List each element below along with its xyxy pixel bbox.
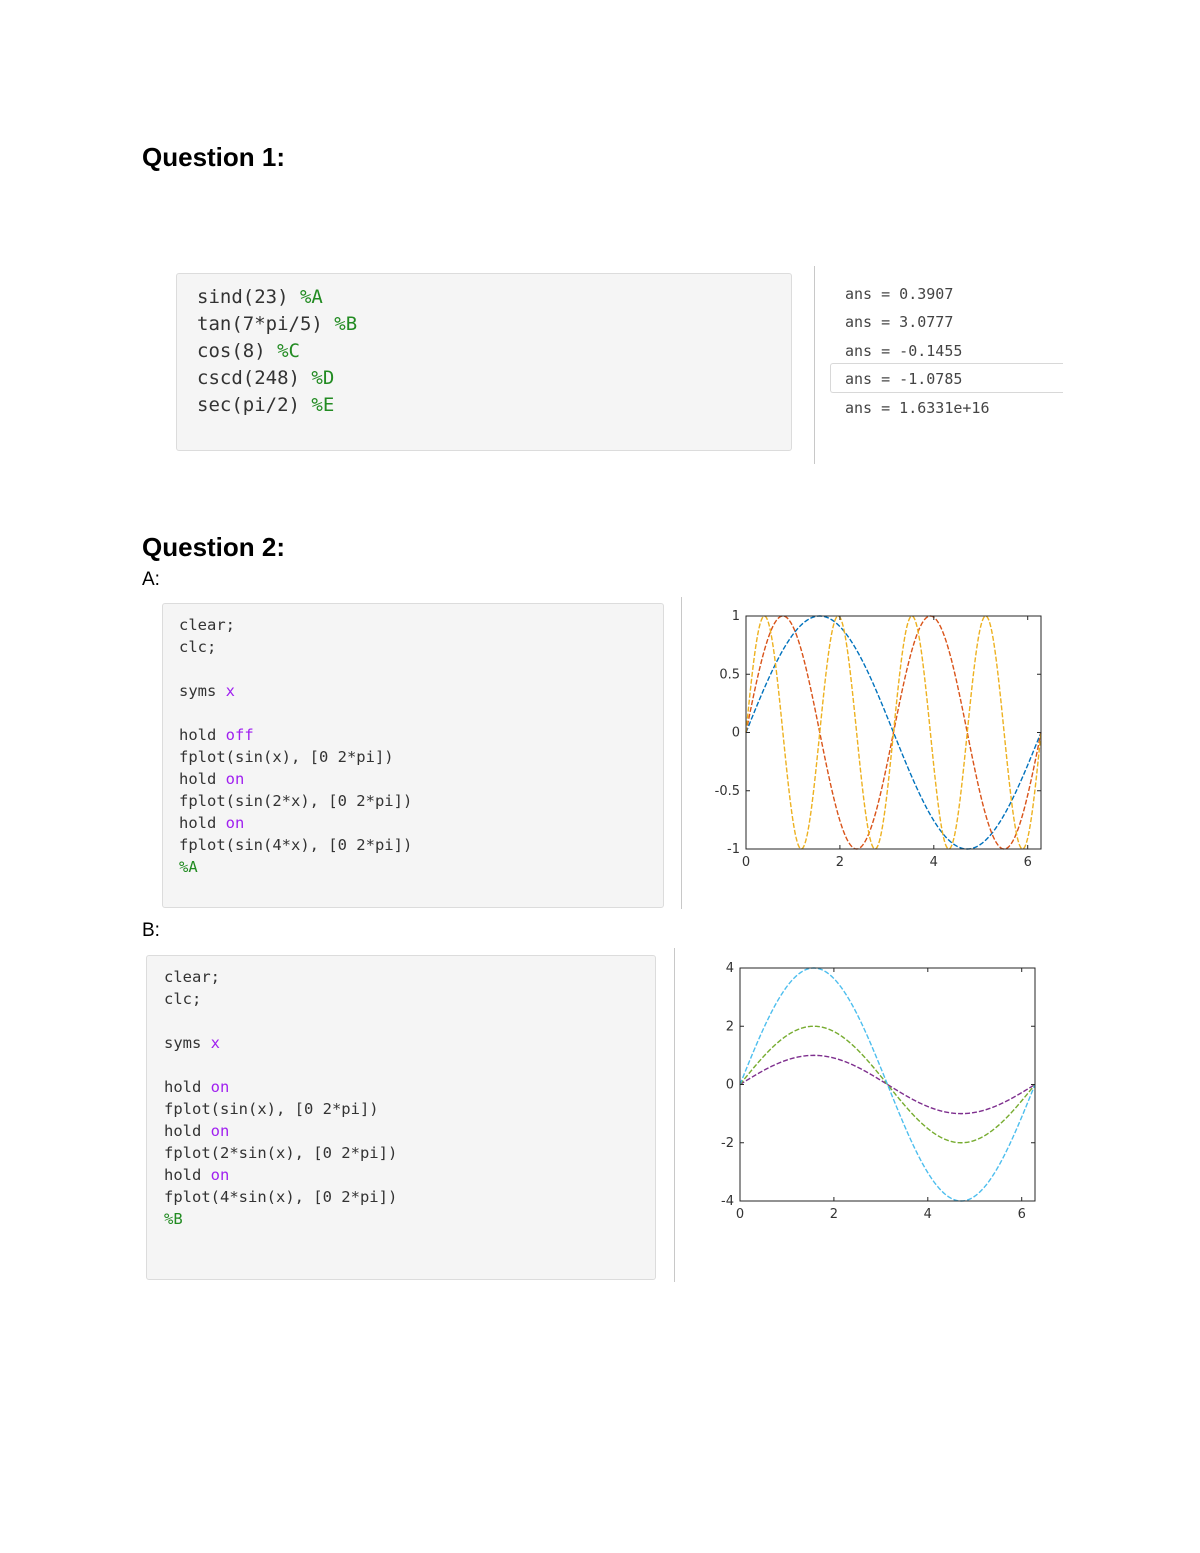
code-line: [179, 680, 647, 702]
code-line: [164, 1054, 638, 1076]
q1-output-line: ans = -1.0785: [845, 370, 963, 389]
x-tick-label: 6: [1023, 855, 1032, 870]
code-line: [164, 1032, 638, 1054]
q1-output-line: ans = 0.3907: [845, 285, 954, 303]
code-keyword: on: [225, 770, 245, 788]
code-line: [164, 1120, 638, 1142]
code-line: [179, 768, 647, 790]
code-line: [179, 856, 647, 878]
code-line: [164, 1208, 638, 1230]
code-keyword: off: [225, 726, 254, 744]
x-tick-label: 4: [923, 1207, 932, 1222]
code-text: syms: [164, 1034, 211, 1052]
q1-code-line: [197, 311, 771, 338]
y-tick-label: 0.5: [719, 667, 740, 683]
code-text: clear;: [179, 616, 235, 634]
q1-output-line: ans = 1.6331e+16: [845, 398, 990, 417]
code-text: hold: [164, 1166, 211, 1184]
code-keyword: on: [210, 1078, 230, 1096]
y-tick-label: -4: [721, 1194, 734, 1209]
code-text: cos(8): [197, 340, 278, 362]
code-keyword: on: [210, 1166, 230, 1184]
code-text: sec(pi/2): [197, 394, 312, 416]
code-line: [179, 636, 647, 658]
question-1-title: Question 1:: [142, 142, 286, 172]
code-comment: %E: [311, 394, 335, 416]
code-line: [164, 966, 638, 988]
code-line: [164, 1098, 638, 1120]
part-b-plot: [700, 952, 1050, 1232]
code-text: hold: [179, 770, 226, 788]
code-line: [179, 614, 647, 636]
y-tick-label: 0: [725, 1077, 734, 1093]
code-text: clc;: [164, 990, 202, 1008]
y-tick-label: 4: [725, 961, 734, 976]
part-a-plot: [706, 600, 1056, 880]
code-line: [164, 1142, 638, 1164]
q1-code-block: [176, 273, 792, 451]
code-text: hold: [164, 1122, 211, 1140]
y-tick-label: -2: [721, 1135, 734, 1151]
y-tick-label: -1: [727, 842, 740, 857]
part-a-label: A:: [142, 569, 160, 590]
part-b-code-block: [146, 955, 656, 1280]
series-line: [740, 1026, 1035, 1143]
question-2-title: Question 2:: [142, 532, 286, 562]
code-keyword: x: [225, 682, 236, 700]
q1-code-line: [197, 338, 771, 365]
y-tick-label: 1: [731, 609, 740, 624]
code-keyword: x: [210, 1034, 221, 1052]
code-comment: %A: [299, 286, 323, 308]
code-text: sind(23): [197, 286, 300, 308]
code-line: [179, 702, 647, 724]
code-text: clear;: [164, 968, 220, 986]
code-comment: %B: [164, 1210, 183, 1228]
series-line: [746, 616, 1041, 849]
code-text: syms: [179, 682, 226, 700]
x-tick-label: 2: [829, 1207, 839, 1222]
code-line: [179, 658, 647, 680]
code-keyword: on: [225, 814, 245, 832]
code-line: [164, 1186, 638, 1208]
x-tick-label: 0: [741, 855, 751, 870]
code-text: fplot(sin(x), [0 2*pi]): [179, 748, 394, 766]
code-line: [179, 746, 647, 768]
code-text: cscd(248): [197, 367, 312, 389]
code-text: clc;: [179, 638, 217, 656]
code-line: [164, 1076, 638, 1098]
part-a-code-block: [162, 603, 664, 908]
code-line: [179, 790, 647, 812]
code-line: [164, 1010, 638, 1032]
code-text: fplot(2*sin(x), [0 2*pi]): [164, 1144, 398, 1162]
code-keyword: on: [210, 1122, 230, 1140]
code-line: [179, 724, 647, 746]
code-text: fplot(sin(x), [0 2*pi]): [164, 1100, 379, 1118]
code-text: fplot(sin(2*x), [0 2*pi]): [179, 792, 413, 810]
y-tick-label: 2: [725, 1019, 734, 1035]
x-tick-label: 2: [835, 855, 845, 870]
q1-output-line: ans = 3.0777: [845, 313, 954, 332]
q1-code-line: [197, 392, 771, 419]
q1-code-line: [197, 284, 771, 311]
y-tick-label: -0.5: [714, 783, 740, 799]
code-text: hold: [179, 814, 226, 832]
code-line: [179, 834, 647, 856]
part-a-divider: [681, 597, 682, 909]
q1-output-line: ans = -0.1455: [845, 341, 963, 360]
part-b-label: B:: [142, 920, 160, 941]
y-tick-label: 0: [731, 725, 740, 741]
code-text: tan(7*pi/5): [197, 313, 335, 335]
q1-code-line: [197, 365, 771, 392]
code-comment: %A: [179, 858, 198, 876]
part-b-divider: [674, 948, 675, 1282]
x-tick-label: 6: [1017, 1207, 1026, 1222]
q1-divider: [814, 266, 815, 464]
code-comment: %B: [334, 313, 358, 335]
code-line: [164, 1164, 638, 1186]
x-tick-label: 0: [735, 1207, 745, 1222]
code-line: [179, 812, 647, 834]
code-text: fplot(4*sin(x), [0 2*pi]): [164, 1188, 398, 1206]
code-comment: %D: [311, 367, 335, 389]
code-text: hold: [179, 726, 226, 744]
x-tick-label: 4: [929, 855, 938, 870]
code-comment: %C: [277, 340, 300, 362]
code-text: hold: [164, 1078, 211, 1096]
code-line: [164, 988, 638, 1010]
code-text: fplot(sin(4*x), [0 2*pi]): [179, 836, 413, 854]
